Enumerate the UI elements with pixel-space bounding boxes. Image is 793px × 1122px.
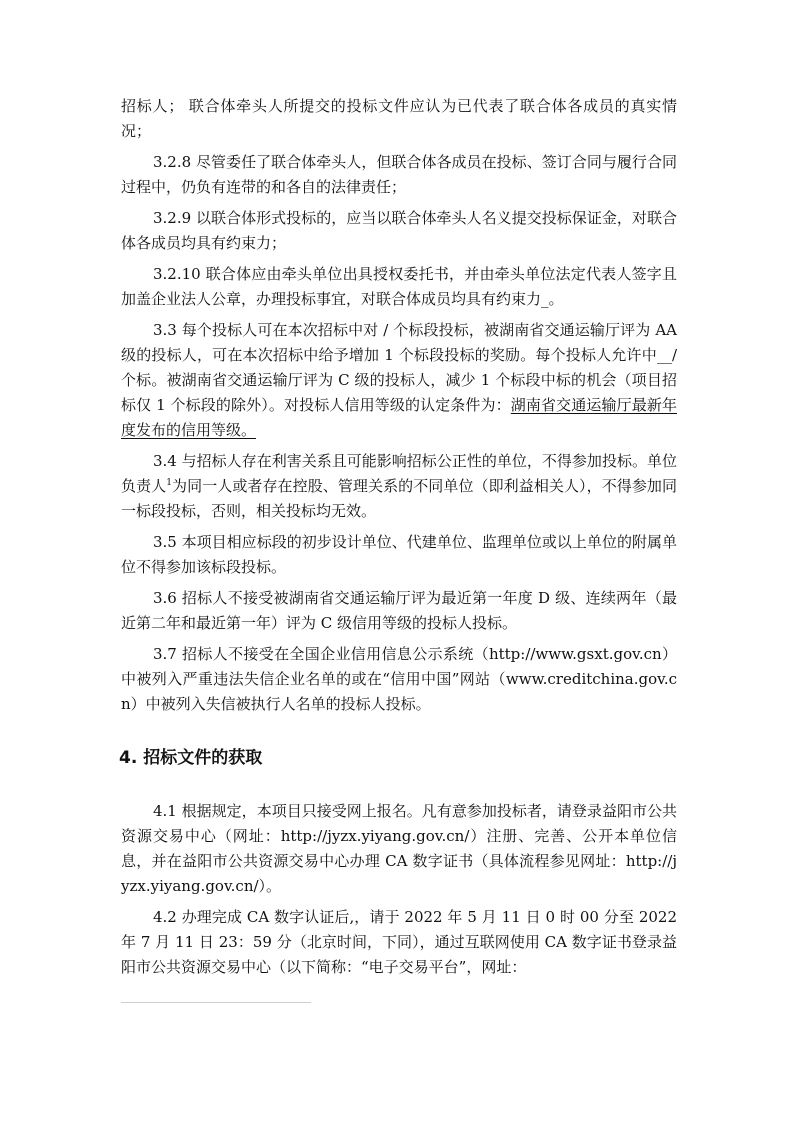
paragraph-3-6: 3.6 招标人不接受被湖南省交通运输厅评为最近第一年度 D 级、连续两年（最近第二年和最近第一年）评为 C 级信用等级的投标人投标。 bbox=[121, 589, 677, 632]
section-heading-4: 4. 招标文件的获取 bbox=[119, 748, 263, 768]
paragraph-3-4-text-a: 3.4 与招标人存在利害关系且可能影响招标公正性的单位，不得参加投标。单位负责人 bbox=[121, 452, 677, 495]
paragraph-4-2: 4.2 办理完成 CA 数字认证后,，请于 2022 年 5 月 11 日 0 时 00 分至 2022 年 7 月 11 日 23：59 分（北京时间，下同），通过互联网使用 CA 数字证书登录益阳市公共资源交易中心（以下简称：“电子交易平台”，网址： bbox=[121, 908, 677, 976]
footnote-divider bbox=[121, 1002, 311, 1003]
credit-level-condition: 湖南省交通运输厅最新年度发布的信用等级。 bbox=[121, 396, 677, 439]
paragraph-4-1: 4.1 根据规定，本项目只接受网上报名。凡有意参加投标者，请登录益阳市公共资源交易中心（网址：http://jyzx.yiyang.gov.cn/）注册、完善、公开本单位信息，并在益阳市公共资源交易中心办理 CA 数字证书（具体流程参见网址：http://jyzx.yiyang.gov.cn/）。 bbox=[121, 802, 677, 895]
paragraph-3-2-8: 3.2.8 尽管委任了联合体牵头人，但联合体各成员在投标、签订合同与履行合同 过程中，仍负有连带的和各自的法律责任； bbox=[121, 153, 677, 196]
document-body bbox=[121, 94, 677, 986]
paragraph-joint-leader-representation: 招标人； 联合体牵头人所提交的投标文件应认为已代表了联合体各成员的真实情况； bbox=[121, 97, 677, 140]
paragraph-3-2-9: 3.2.9 以联合体形式投标的，应当以联合体牵头人名义提交投标保证金，对联合 体各成员均具有约束力； bbox=[121, 209, 677, 252]
paragraph-3-5: 3.5 本项目相应标段的初步设计单位、代建单位、监理单位或以上单位的附属单位不得参加该标段投标。 bbox=[121, 533, 677, 576]
paragraph-3-7: 3.7 招标人不接受在全国企业信用信息公示系统（http://www.gsxt.gov.cn）中被列入严重违法失信企业名单的或在“信用中国”网站（www.creditchina.gov.cn）中被列入失信被执行人名单的投标人投标。 bbox=[121, 645, 677, 713]
paragraph-3-3 bbox=[121, 318, 677, 443]
paragraph-3-4-text-b: 为同一人或者存在控股、管理关系的不同单位（即利益相关人），不得参加同一标段投标，否则，相关投标均无效。 bbox=[121, 477, 677, 520]
paragraph-3-3-text: 3.3 每个投标人可在本次招标中对 / 个标段投标，被湖南省交通运输厅评为 AA 级的投标人，可在本次招标中给予增加 1 个标段投标的奖励。每个投标人允许中__/ 个标。被湖南省交通运输厅评为 C 级的投标人，减少 1 个标段中标的机会（项目招标仅 1 个标段的除外）。对投标人信用等级的认定条件为： bbox=[121, 321, 677, 414]
paragraph-3-4 bbox=[121, 449, 677, 524]
footnote-marker: 1 bbox=[166, 478, 172, 488]
paragraph-3-2-10: 3.2.10 联合体应由牵头单位出具授权委托书，并由牵头单位法定代表人签字且 加盖企业法人公章，办理投标事宜，对联合体成员均具有约束力_。 bbox=[121, 265, 677, 308]
